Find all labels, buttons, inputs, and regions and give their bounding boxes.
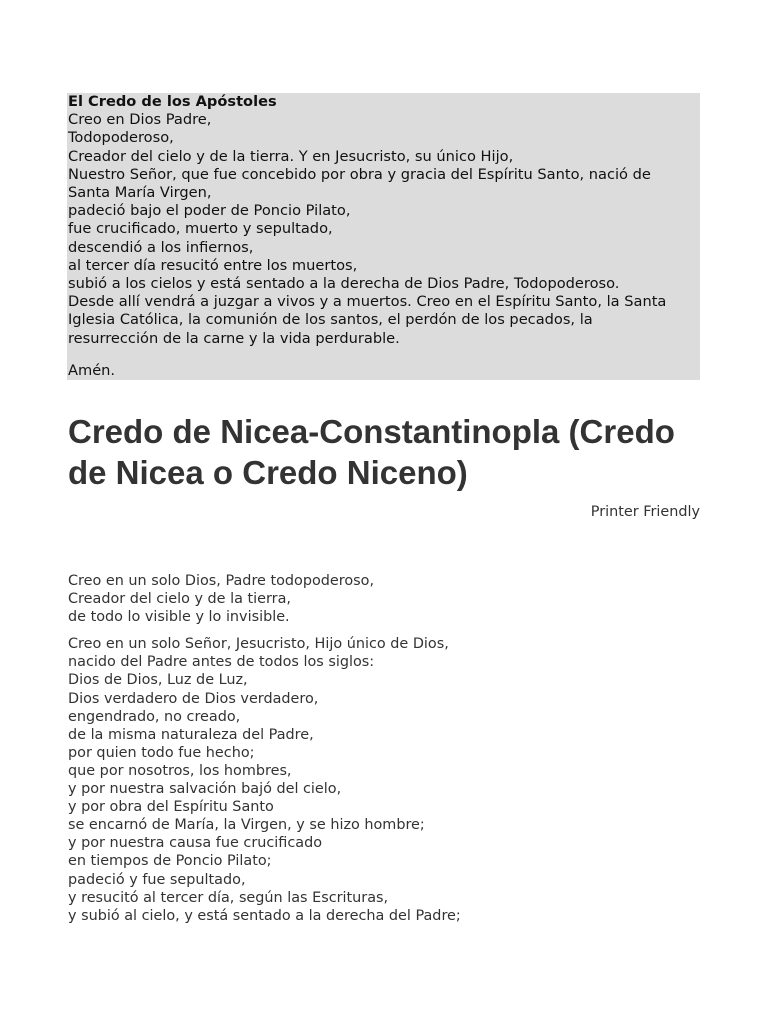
nicea-creed-line: Creador del cielo y de la tierra, (68, 591, 291, 608)
nicea-creed-line: en tiempos de Poncio Pilato; (68, 853, 272, 870)
apostles-creed-amen: Amén. (68, 361, 116, 379)
nicea-creed-line: y por nuestra salvación bajó del cielo, (68, 781, 342, 798)
apostles-creed-line: Iglesia Católica, la comunión de los santos, el perdón de los pecados, la (68, 311, 593, 329)
apostles-creed-line: Todopoderoso, (68, 129, 174, 147)
nicea-creed-line: que por nosotros, los hombres, (68, 762, 292, 779)
apostles-creed-line: fue crucificado, muerto y sepultado, (68, 220, 333, 238)
apostles-creed-line: subió a los cielos y está sentado a la derecha de Dios Padre, Todopoderoso. (68, 275, 620, 293)
nicea-creed-line: y subió al cielo, y está sentado a la derecha del Padre; (68, 907, 461, 924)
apostles-creed-title: El Credo de los Apóstoles (68, 93, 277, 110)
nicea-creed-line: Dios verdadero de Dios verdadero, (68, 690, 319, 707)
nicea-creed-line: Creo en un solo Dios, Padre todopoderoso, (68, 573, 375, 589)
apostles-creed-line: Creador del cielo y de la tierra. Y en Jesucristo, su único Hijo, (68, 147, 514, 165)
apostles-creed-line: Santa María Virgen, (68, 184, 212, 202)
nicea-creed-paragraph-1 (68, 572, 708, 626)
nicea-creed-line: por quien todo fue hecho; (68, 744, 255, 761)
apostles-creed-line: padeció bajo el poder de Poncio Pilato, (68, 202, 351, 220)
nicea-creed-line: de todo lo visible y lo invisible. (68, 609, 290, 626)
apostles-creed-line: al tercer día resucitó entre los muertos, (68, 256, 358, 274)
printer-friendly-link[interactable]: Printer Friendly (590, 504, 700, 520)
nicea-creed-line: se encarnó de María, la Virgen, y se hizo hombre; (68, 817, 425, 834)
apostles-creed-line: Creo en Dios Padre, (68, 111, 212, 129)
nicea-creed-line: y por obra del Espíritu Santo (68, 799, 274, 816)
nicea-creed-paragraph-2 (68, 635, 708, 925)
apostles-creed-line: descendió a los infiernos, (68, 238, 254, 256)
nicea-creed-body (68, 572, 708, 934)
paragraph-gap (68, 348, 698, 362)
apostles-creed-line: resurrección de la carne y la vida perdurable. (68, 329, 400, 347)
nicea-creed-heading: Credo de Nicea-Constantinopla (Credo de Nicea o Credo Niceno) (68, 413, 675, 491)
nicea-creed-line: Creo en un solo Señor, Jesucristo, Hijo único de Dios, (68, 636, 449, 653)
nicea-creed-line: nacido del Padre antes de todos los siglos: (68, 654, 375, 671)
nicea-creed-line: y resucitó al tercer día, según las Escrituras, (68, 889, 389, 906)
apostles-creed-line: Desde allí vendrá a juzgar a vivos y a muertos. Creo en el Espíritu Santo, la Santa (68, 293, 667, 311)
nicea-creed-line: padeció y fue sepultado, (68, 871, 246, 888)
nicea-creed-line: de la misma naturaleza del Padre, (68, 726, 314, 743)
nicea-creed-line: y por nuestra causa fue crucificado (68, 835, 323, 852)
nicea-creed-line: Dios de Dios, Luz de Luz, (68, 672, 248, 689)
nicea-creed-line: engendrado, no creado, (68, 708, 241, 725)
apostles-creed-box (67, 93, 700, 380)
apostles-creed-line: Nuestro Señor, que fue concebido por obra y gracia del Espíritu Santo, nació de (68, 165, 651, 183)
